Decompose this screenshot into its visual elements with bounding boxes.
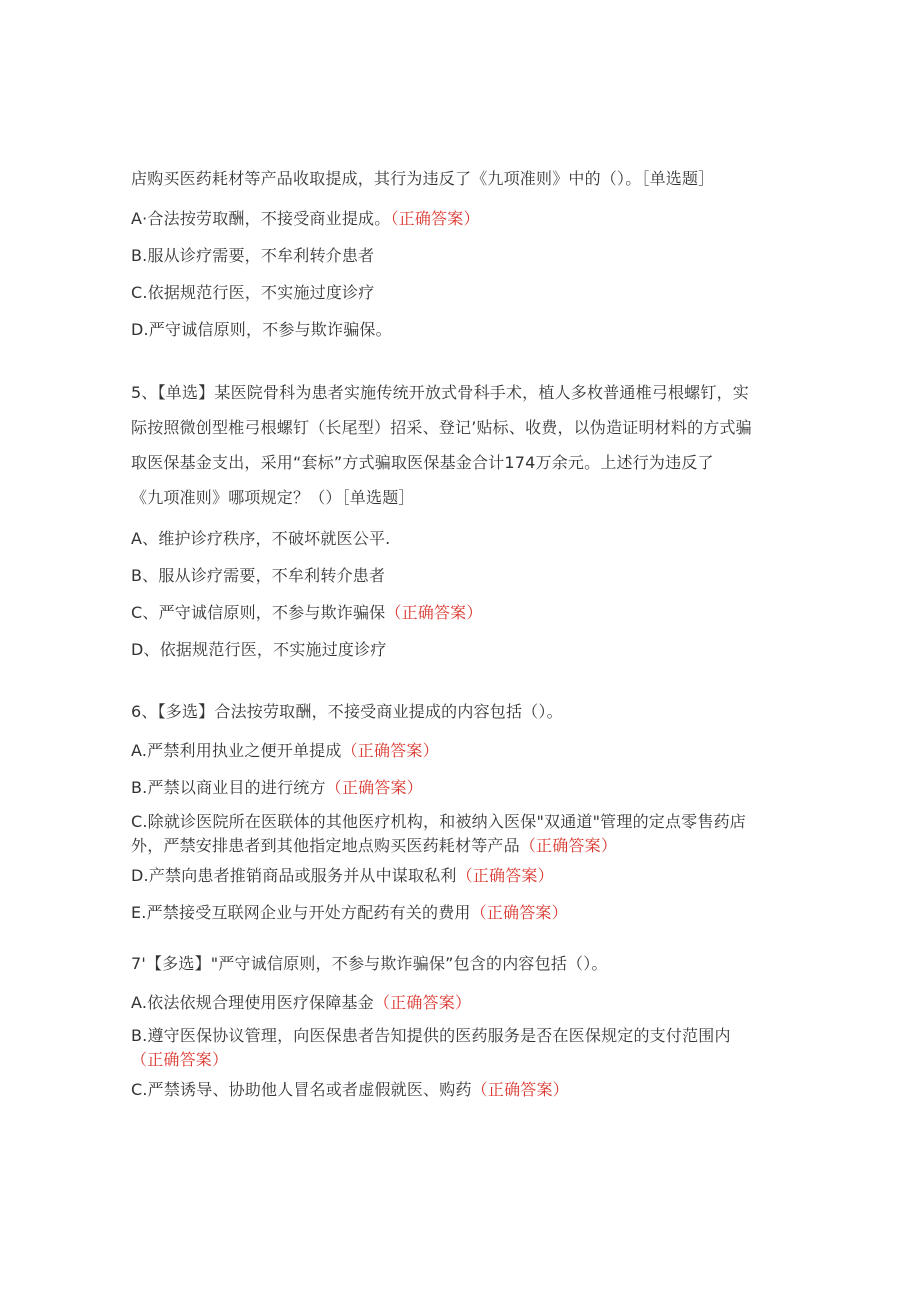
q5-stem-line-2: 际按照微创型椎弓根螺钉（长尾型）招采、登记’贴标、收费，以伪造证明材料的方式骗 — [131, 418, 752, 437]
q6-option-c-line-2: 外，严禁安排患者到其他指定地点购买医药耗材等产品（正确答案） — [131, 836, 618, 855]
q6-option-c-line-1: C.除就诊医院所在医联体的其他医疗机构，和被纳入医保"双通道"管理的定点零售药店 — [131, 812, 746, 831]
correct-answer-mark: （正确答案） — [325, 778, 423, 797]
correct-answer-mark: （正确答案） — [341, 741, 439, 760]
correct-answer-mark: （正确答案） — [390, 209, 480, 228]
q6-option-e: E.严禁接受互联网企业与开处方配药有关的费用（正确答案） — [131, 903, 568, 922]
q4-option-b: B.服从诊疗需要，不牟利转介患者 — [131, 246, 375, 265]
correct-answer-mark: （正确答案） — [519, 836, 618, 855]
q5-option-c: C、严守诚信原则，不参与欺诈骗保（正确答案） — [131, 603, 483, 622]
correct-answer-mark: （正确答案） — [470, 903, 568, 922]
q7-option-c: C.严禁诱导、协助他人冒名或者虚假就医、购药（正确答案） — [131, 1080, 569, 1099]
q4-stem: 店购买医药耗材等产品收取提成，其行为违反了《九项准则》中的（）。［单选题］ — [131, 169, 715, 188]
q7-option-b-answer: （正确答案） — [131, 1050, 229, 1069]
q5-option-d: D、依据规范行医，不实施过度诊疗 — [131, 640, 387, 659]
q4-option-d: D.严守诚信原则，不参与欺诈骗保。 — [131, 320, 392, 339]
q5-stem-line-1: 5、【单选】某医院骨科为患者实施传统开放式骨科手术，植人多枚普通椎弓根螺钉，实 — [131, 383, 749, 402]
q7-option-b-line-1: B.遵守医保协议管理，向医保患者告知提供的医药服务是否在医保规定的支付范围内 — [131, 1026, 731, 1045]
correct-answer-mark: （正确答案） — [456, 866, 554, 885]
q5-option-a: A、维护诊疗秩序，不破坏就医公平. — [131, 529, 391, 548]
q7-option-a: A.依法依规合理使用医疗保障基金（正确答案） — [131, 993, 472, 1012]
q4-option-c: C.依据规范行医，不实施过度诊疗 — [131, 283, 375, 302]
q5-option-b: B、服从诊疗需要，不牟利转介患者 — [131, 566, 386, 585]
correct-answer-mark: （正确答案） — [471, 1080, 569, 1099]
q6-option-b: B.严禁以商业目的进行统方（正确答案） — [131, 778, 423, 797]
q5-stem-line-4: 《九项准则》哪项规定？（）［单选题］ — [131, 488, 415, 507]
q6-option-a: A.严禁利用执业之便开单提成（正确答案） — [131, 741, 439, 760]
q6-stem: 6、【多选】合法按劳取酬，不接受商业提成的内容包括（）。 — [131, 702, 563, 721]
q7-stem: 7'【多选】"严守诚信原则，不参与欺诈骗保”包含的内容包括（）。 — [131, 954, 608, 973]
q5-stem-line-3: 取医保基金支出，采用“套标”方式骗取医保基金合计174万余元。上述行为违反了 — [131, 453, 714, 472]
correct-answer-mark: （正确答案） — [385, 603, 483, 622]
q6-option-d: D.产禁向患者推销商品或服务并从中谋取私利（正确答案） — [131, 866, 554, 885]
correct-answer-mark: （正确答案） — [373, 993, 472, 1012]
q4-option-a: A·合法按劳取酬，不接受商业提成。（正确答案） — [131, 209, 480, 228]
